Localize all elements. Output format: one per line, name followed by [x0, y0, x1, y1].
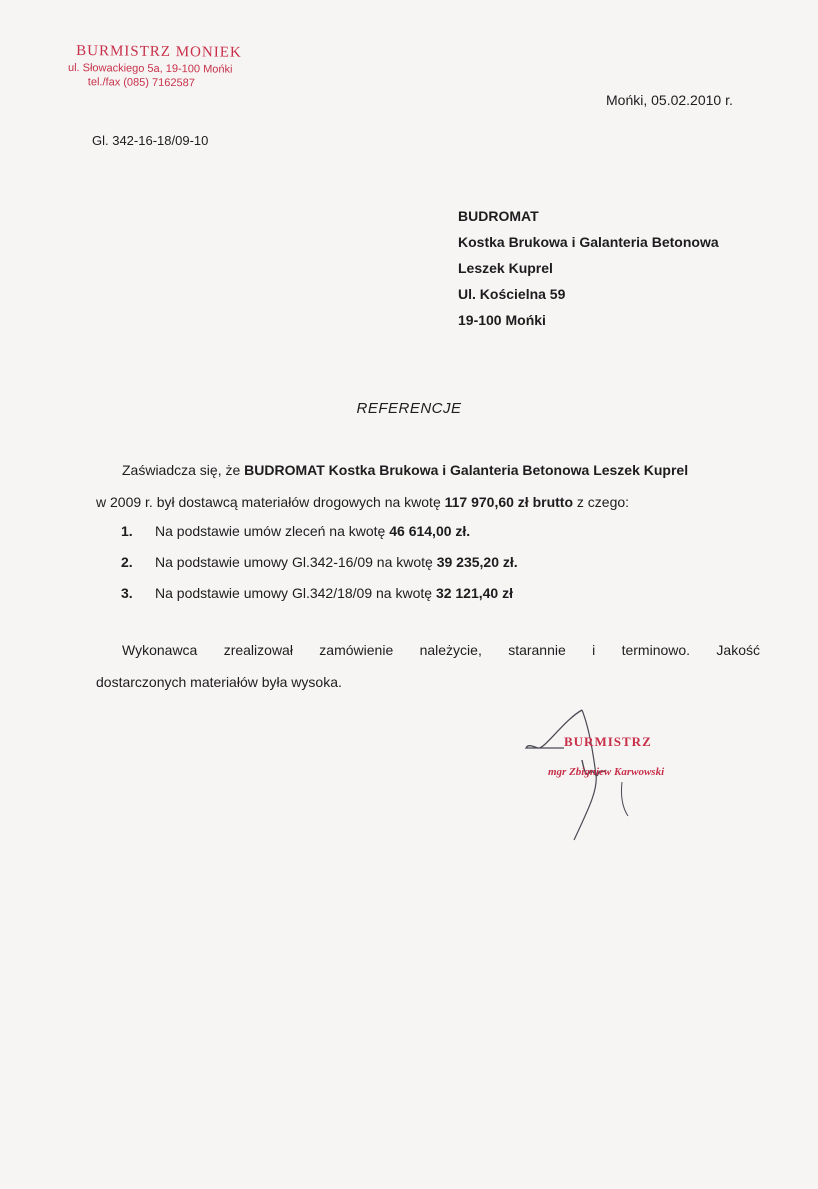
total-amount: 117 970,60 zł brutto [444, 494, 574, 510]
stamp-address: ul. Słowackiego 5a, 19-100 Mońki [67, 61, 233, 76]
document-heading: REFERENCJE [356, 400, 462, 417]
item-amount: 32 121,40 zł [435, 584, 513, 601]
signatory-title: BURMISTRZ [564, 734, 652, 749]
amount-list [121, 515, 518, 608]
item-amount: 46 614,00 zł. [389, 522, 471, 539]
closing-line-1: Wykonawca zrealizował zamówienie należycie, starannie i terminowo. Jakość [122, 642, 760, 658]
stamp-phone: tel./fax (085) 7162587 [87, 76, 195, 90]
document-date: Mońki, 05.02.2010 r. [606, 92, 733, 108]
addressee-block [458, 203, 719, 333]
intro-text: Zaświadcza się, że [122, 462, 245, 478]
signature-stamp [548, 734, 664, 778]
addressee-line: BUDROMAT [458, 208, 539, 224]
item-text: Na podstawie umów zleceń na kwotę [155, 522, 386, 539]
intro-text-3: z czego: [573, 494, 630, 510]
item-number: 2. [121, 553, 133, 570]
reference-number: Gl. 342-16-18/09-10 [92, 133, 209, 148]
intro-text-2: w 2009 r. był dostawcą materiałów drogowych na kwotę [96, 494, 445, 510]
closing-paragraph [96, 634, 760, 698]
item-text: Na podstawie umowy Gl.342/18/09 na kwotę [155, 584, 433, 601]
item-text: Na podstawie umowy Gl.342-16/09 na kwotę [155, 553, 433, 570]
addressee-line: Kostka Brukowa i Galanteria Betonowa [458, 234, 719, 250]
list-item [121, 515, 518, 546]
list-item [121, 546, 518, 577]
closing-line-2: dostarczonych materiałów była wysoka. [96, 674, 342, 690]
item-number: 3. [121, 584, 133, 601]
letterhead-stamp [68, 43, 268, 90]
addressee-line: Ul. Kościelna 59 [458, 286, 566, 302]
list-item [121, 577, 518, 608]
intro-paragraph [96, 454, 736, 518]
signatory-name: mgr Zbigniew Karwowski [548, 766, 665, 778]
addressee-line: Leszek Kuprel [458, 260, 553, 276]
item-number: 1. [121, 522, 133, 539]
company-name: BUDROMAT Kostka Brukowa i Galanteria Betonowa Leszek Kuprel [244, 462, 689, 478]
item-amount: 39 235,20 zł. [436, 553, 518, 570]
addressee-line: 19-100 Mońki [458, 312, 546, 328]
stamp-title: BURMISTRZ MONIEK [76, 43, 242, 61]
